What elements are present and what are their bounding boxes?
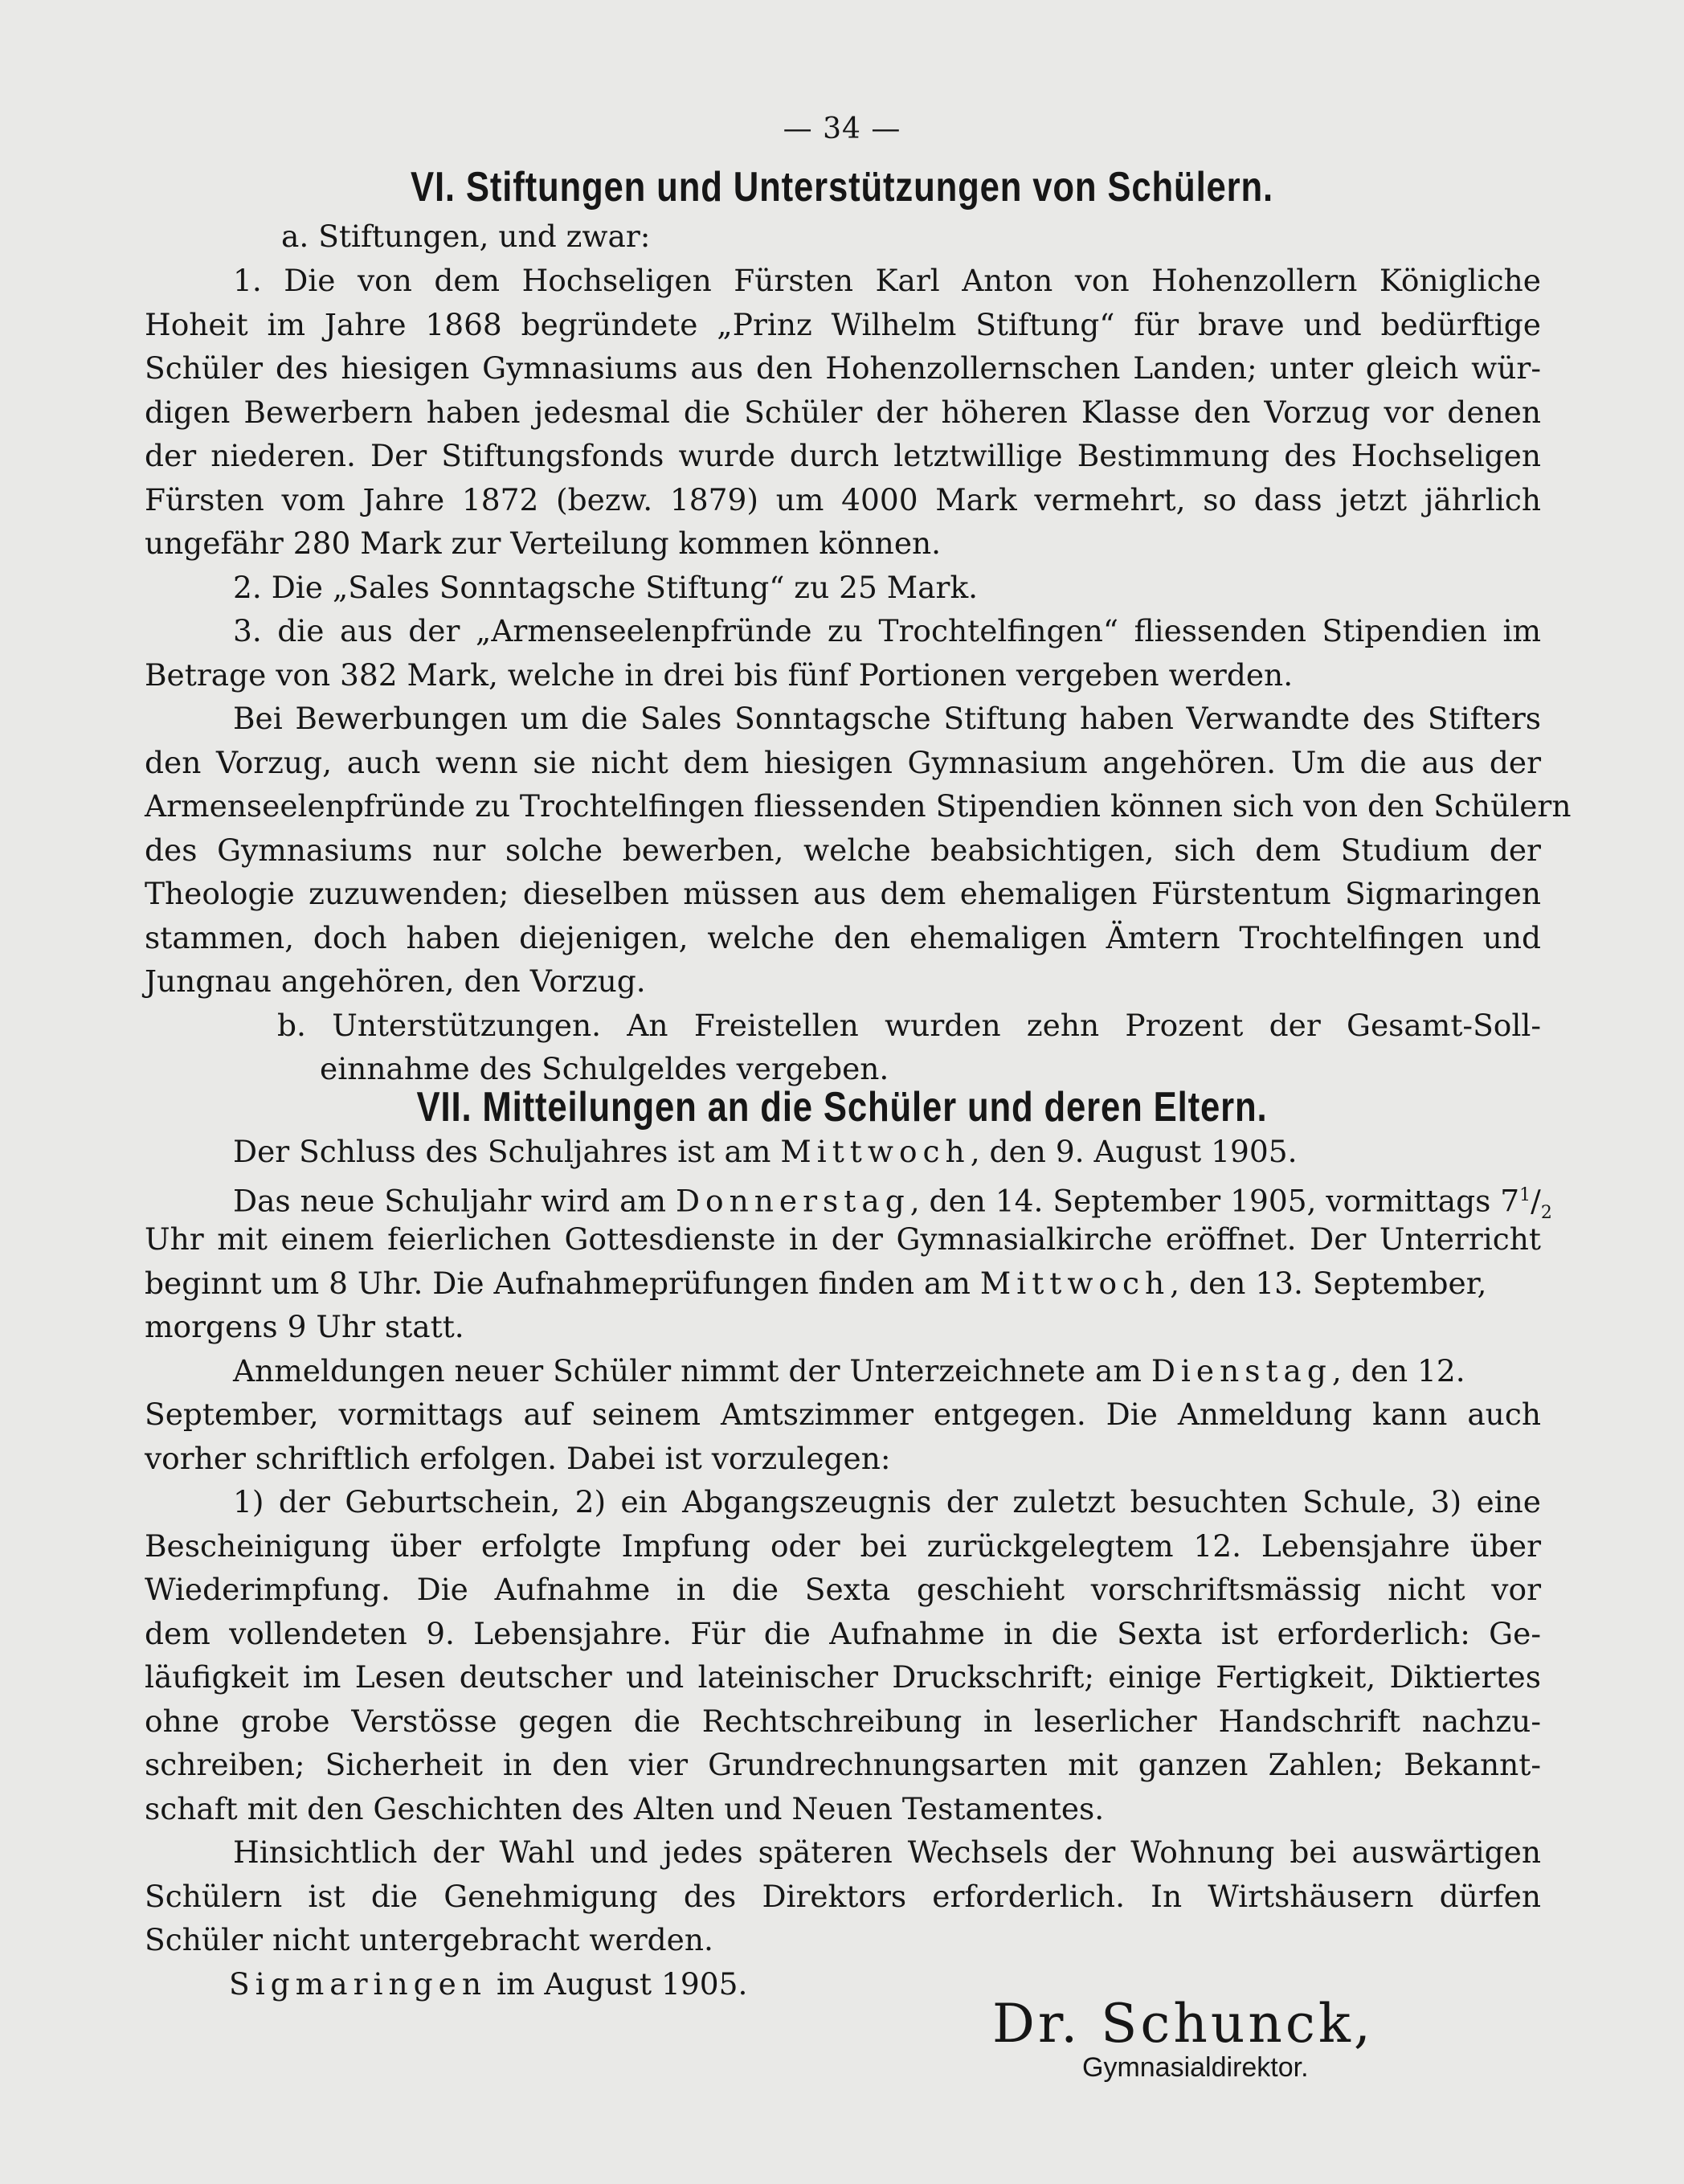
spaced-word: Mittwoch	[979, 1266, 1171, 1301]
text-line: Wiederimpfung. Die Aufnahme in die Sexta geschieht vorschriftsmässig nicht vor	[145, 1572, 1541, 1607]
text-line: Jungnau angehören, den Vorzug.	[145, 963, 646, 999]
page-number: — 34 —	[783, 112, 901, 145]
text-line: 1) der Geburtschein, 2) ein Abgangszeugnis der zuletzt besuchten Schule, 3) eine	[233, 1484, 1541, 1519]
text-line: Hoheit im Jahre 1868 begründete „Prinz Wilhelm Stiftung“ für brave und bedürftige	[145, 307, 1541, 342]
text-line: Schüler des hiesigen Gymnasiums aus den Hohenzollernschen Landen; unter gleich wür-	[145, 350, 1541, 386]
section-vi-heading: VI. Stiftungen und Unterstützungen von Schülern.	[410, 164, 1274, 211]
section-vii-heading: VII. Mitteilungen an die Schüler und deren Eltern.	[416, 1084, 1268, 1131]
text-line: schaft mit den Geschichten des Alten und Neuen Testamentes.	[145, 1791, 1105, 1826]
signature-title: Gymnasialdirektor.	[1082, 2052, 1309, 2083]
text-line: September, vormittags auf seinem Amtszimmer entgegen. Die Anmeldung kann auch	[145, 1397, 1541, 1432]
text-line: digen Bewerbern haben jedesmal die Schüler der höheren Klasse den Vorzug vor denen	[145, 395, 1541, 430]
text-line: Theologie zuzuwenden; dieselben müssen aus dem ehemaligen Fürstentum Sigmaringen	[145, 876, 1541, 911]
text-line: Uhr mit einem feierlichen Gottesdienste in der Gymnasialkirche eröffnet. Der Unterricht	[145, 1221, 1541, 1257]
spaced-word: Mittwoch	[780, 1134, 971, 1169]
text-line: morgens 9 Uhr statt.	[145, 1309, 464, 1344]
text-line: ohne grobe Verstösse gegen die Rechtschreibung in leserlicher Handschrift nachzu-	[145, 1703, 1541, 1739]
text-line: Armenseelenpfründe zu Trochtelfingen fliessenden Stipendien können sich von den Schülern	[145, 788, 1572, 824]
text-line: Hinsichtlich der Wahl und jedes späteren Wechsels der Wohnung bei auswärtigen	[233, 1834, 1541, 1870]
text-line: läufigkeit im Lesen deutscher und lateinischer Druckschrift; einige Fertigkeit, Diktiertes	[145, 1659, 1541, 1695]
text-line: des Gymnasiums nur solche bewerben, welche beabsichtigen, sich dem Studium der	[145, 832, 1541, 868]
text-line: Bei Bewerbungen um die Sales Sonntagsche Stiftung haben Verwandte des Stifters	[233, 701, 1541, 736]
text-line: ungefähr 280 Mark zur Verteilung kommen können.	[145, 526, 942, 561]
text-line: den Vorzug, auch wenn sie nicht dem hiesigen Gymnasium angehören. Um die aus der	[145, 745, 1541, 780]
text-line: 1. Die von dem Hochseligen Fürsten Karl Anton von Hohenzollern Königliche	[233, 263, 1541, 298]
text-line: Betrage von 382 Mark, welche in drei bis fünf Portionen vergeben werden.	[145, 657, 1294, 693]
text-line: 3. die aus der „Armenseelenpfründe zu Trochtelfingen“ fliessenden Stipendien im	[233, 613, 1541, 648]
text-line: vorher schriftlich erfolgen. Dabei ist vorzulegen:	[145, 1441, 891, 1476]
text-line: Das neue Schuljahr wird am Donnerstag, den 14. September 1905, vormittags $7^1/_2$	[233, 1183, 1552, 1223]
text-line: schreiben; Sicherheit in den vier Grundrechnungsarten mit ganzen Zahlen; Bekannt-	[145, 1747, 1541, 1782]
text-line: Fürsten vom Jahre 1872 (bezw. 1879) um 4000 Mark vermehrt, so dass jetzt jährlich	[145, 482, 1541, 517]
text-line: einnahme des Schulgeldes vergeben.	[320, 1051, 889, 1086]
text-line: beginnt um 8 Uhr. Die Aufnahmeprüfungen finden am Mittwoch, den 13. September,	[145, 1266, 1487, 1301]
text-line: der niederen. Der Stiftungsfonds wurde durch letztwillige Bestimmung des Hochseligen	[145, 438, 1541, 473]
place-name: Sigmaringen	[229, 1966, 488, 2002]
spaced-word: Donnerstag	[675, 1183, 910, 1219]
text-line: Schülern ist die Genehmigung des Direktors erforderlich. In Wirtshäusern dürfen	[145, 1879, 1541, 1914]
text-line: stammen, doch haben diejenigen, welche den ehemaligen Ämtern Trochtelfingen und	[145, 920, 1541, 955]
text-line: Schüler nicht untergebracht werden.	[145, 1922, 713, 1957]
text-line: 2. Die „Sales Sonntagsche Stiftung“ zu 25 Mark.	[233, 570, 979, 605]
text-line: Der Schluss des Schuljahres ist am Mittwoch, den 9. August 1905.	[233, 1134, 1298, 1169]
text-line: b. Unterstützungen. An Freistellen wurden zehn Prozent der Gesamt-Soll-	[277, 1008, 1541, 1043]
text-line: a. Stiftungen, und zwar:	[281, 219, 651, 254]
text-line: dem vollendeten 9. Lebensjahre. Für die Aufnahme in die Sexta ist erforderlich: Ge-	[145, 1616, 1541, 1651]
signature-name: Dr. Schunck,	[992, 1993, 1374, 2055]
spaced-word: Dienstag	[1151, 1353, 1332, 1389]
text-line: Anmeldungen neuer Schüler nimmt der Unterzeichnete am Dienstag, den 12.	[233, 1353, 1465, 1389]
text-line: Bescheinigung über erfolgte Impfung oder bei zurückgelegtem 12. Lebensjahre über	[145, 1528, 1541, 1564]
place-date: Sigmaringen im August 1905.	[229, 1966, 748, 2002]
